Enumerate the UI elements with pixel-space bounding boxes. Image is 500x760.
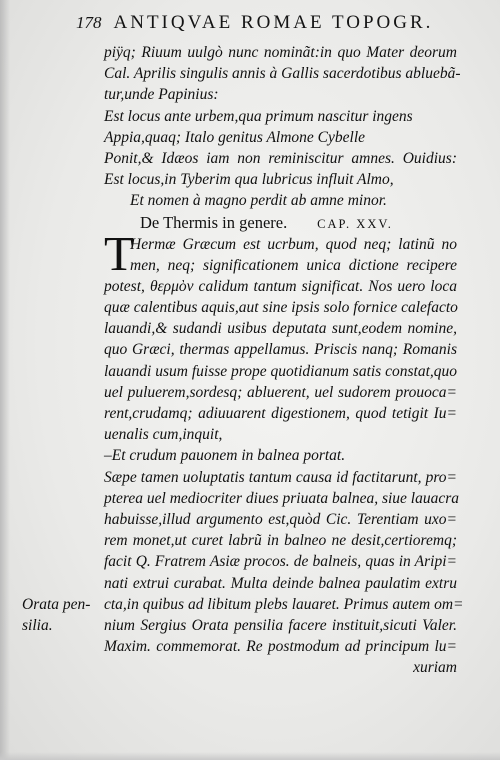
text-line: potest, θερμὸν calidum tantum significat. Nos uero loca xyxy=(104,277,457,295)
marginal-note-line: silia. xyxy=(22,617,53,635)
text-line: rent,crudamq; adiuuarent digestionem, quod tetigit Iu= xyxy=(104,405,457,422)
drop-cap: T xyxy=(104,225,134,281)
text-line: tur,unde Papinius: xyxy=(104,86,219,104)
text-line: uenalis cum,inquit, xyxy=(104,426,223,444)
verse-line: Et nomen à magno perdit ab amne minor. xyxy=(130,192,387,210)
text-line: piÿq; Riuum uulgò nunc nominãt:in quo Mater deorum xyxy=(104,44,457,61)
text-line: nium Sergius Orata pensilia facere instituit,sicuti Valer. xyxy=(104,616,457,634)
running-head: ANTIQVAE ROMAE TOPOGR. xyxy=(113,12,434,33)
dropcap-paragraph xyxy=(104,225,457,281)
scan-edge-shadow xyxy=(0,0,10,760)
text-line: lauandi usum fuisse prope quotidianum satis constat,quo xyxy=(104,362,457,380)
verse-line: Ponit,& Idæos iam non reminiscitur amnes. Ouidius: xyxy=(104,149,457,167)
text-block xyxy=(104,42,464,678)
page-number: 178 xyxy=(76,13,102,32)
text-line: quo Græci, thermas appellamus. Priscis nanq; Romanis xyxy=(104,341,457,359)
catchword: xuriam xyxy=(413,659,457,677)
text-line: facit Q. Fratrem Asiæ procos. de balneis, quas in Aripi= xyxy=(104,553,457,571)
text-line: cta,in quibus ad libitum plebs lauaret. Primus autem om= xyxy=(104,595,464,613)
chapter-title: De Thermis in genere. xyxy=(140,212,288,232)
text-line: quæ calentibus aquis,aut sine ipsis solo fornice calefacto xyxy=(104,299,458,317)
text-line: lauandi,& sudandi usibus deputata sunt,eodem nomine, xyxy=(104,320,457,338)
text-line: men, neq; significationem unica dictione recipere xyxy=(130,256,457,274)
text-line: Cal. Aprilis singulis annis à Gallis sacerdotibus abluebã- xyxy=(104,65,461,83)
page-header xyxy=(76,12,433,34)
marginal-note-line: Orata pen- xyxy=(22,596,91,613)
marginal-note xyxy=(22,594,90,636)
text-line: nati extrui curabat. Multa deinde balnea paulatim extru xyxy=(104,574,457,592)
scan-bottom-shadow xyxy=(0,752,500,760)
text-line: pterea uel mediocriter diues priuata balnea, siue lauacra xyxy=(104,489,460,507)
text-line: habuisse,illud argumento est,quòd Cic. Terentiam uxo= xyxy=(104,510,457,528)
text-line: rem monet,ut curet labrũ in balneo ne desit,certioremq; xyxy=(104,532,457,550)
verse-line: Est locus ante urbem,qua primum nascitur ingens xyxy=(104,107,413,125)
text-line: uel puluerem,sordesq; abluerent, uel sudorem prouoca= xyxy=(104,383,457,401)
verse-line: Appia,quaq; Italo genitus Almone Cybelle xyxy=(104,128,366,146)
text-line: Maxim. commemorat. Re postmodum ad principum lu= xyxy=(104,638,457,656)
quote-line: –Et crudum pauonem in balnea portat. xyxy=(104,447,346,465)
verse-line: Est locus,in Tyberim qua lubricus influit Almo, xyxy=(104,171,394,189)
text-line: Sæpe tamen uoluptatis tantum causa id factitarunt, pro= xyxy=(104,468,457,486)
chapter-heading xyxy=(104,212,457,234)
text-line: Hermæ Græcum est ucrbum, quod neq; latinũ no xyxy=(130,235,457,253)
chapter-label: CAP. XXV. xyxy=(317,216,393,231)
